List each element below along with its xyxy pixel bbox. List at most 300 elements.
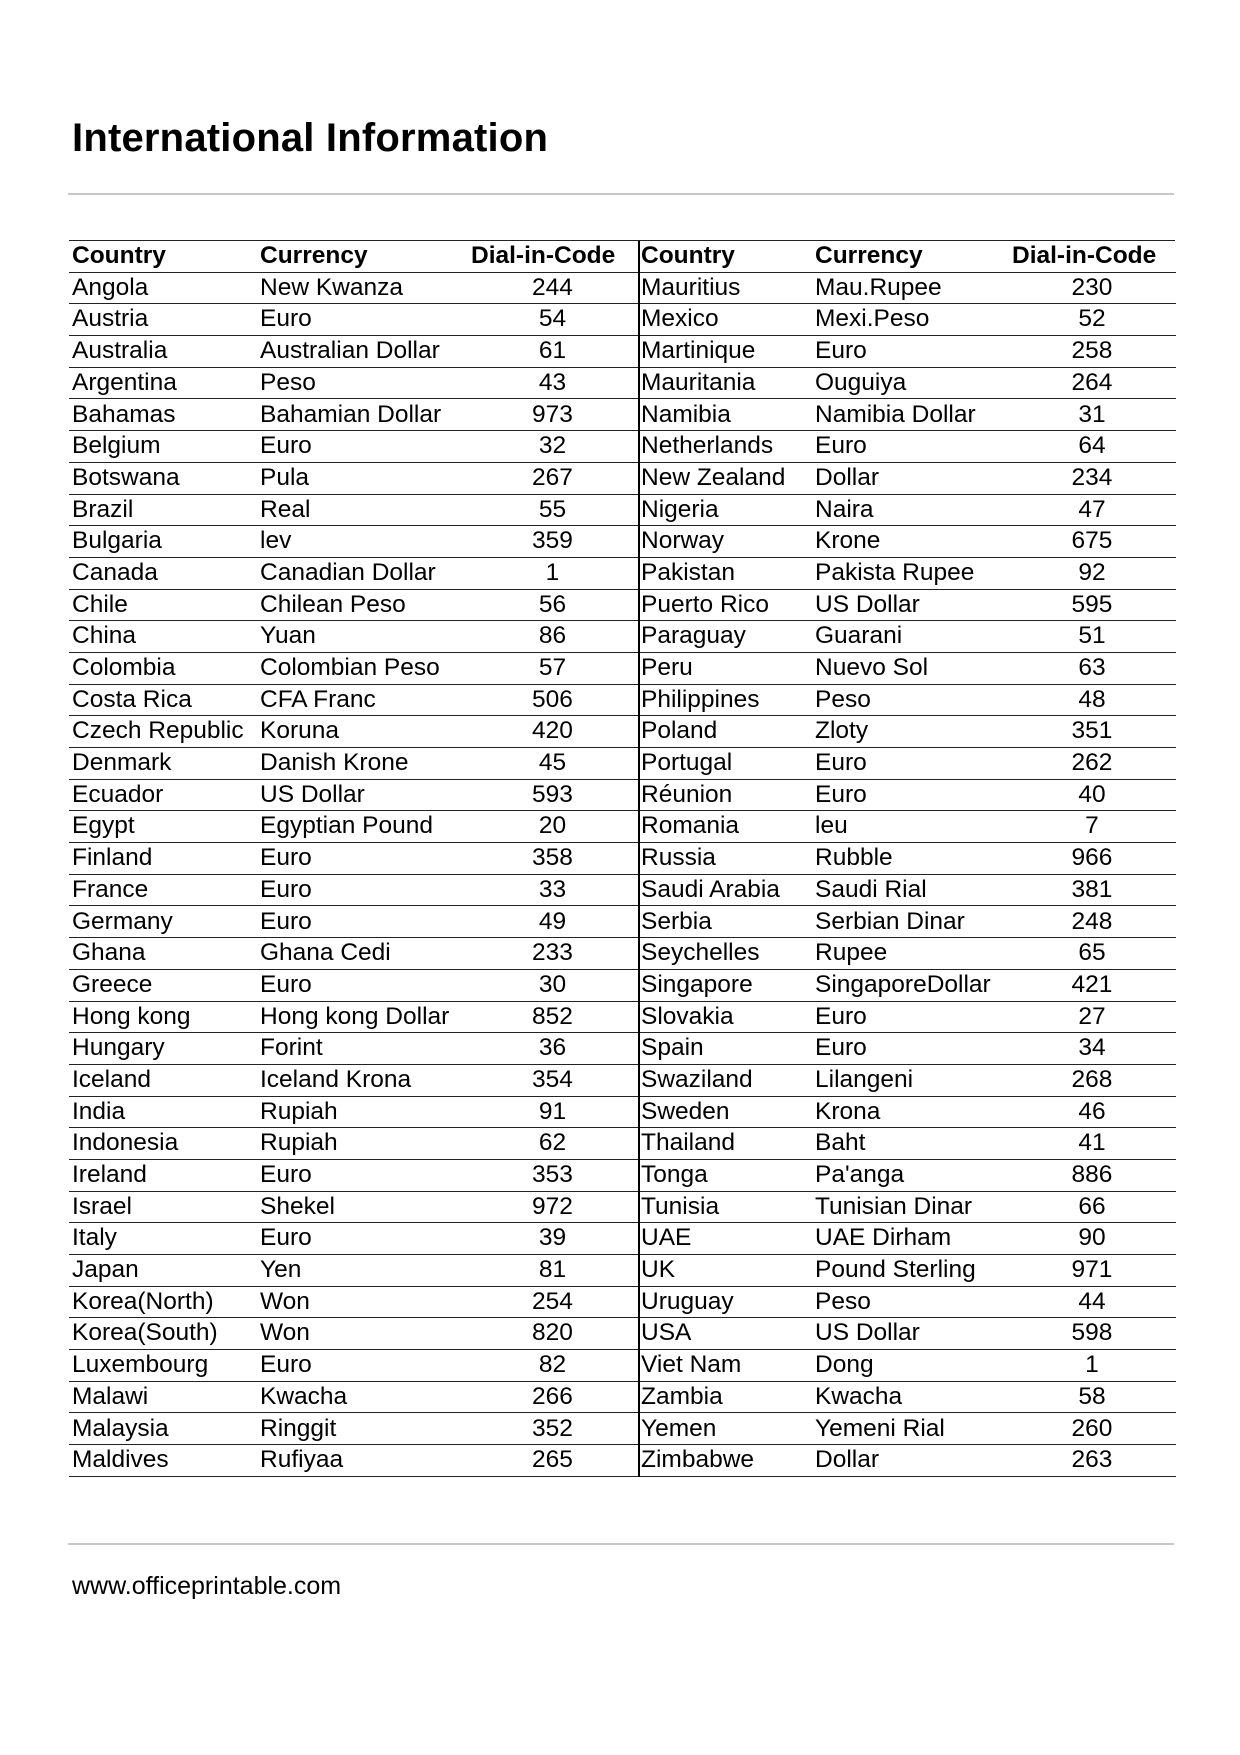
- country-cell: Réunion: [640, 779, 812, 811]
- table-row: [69, 1001, 639, 1033]
- table-row: [640, 748, 1176, 780]
- dial-code-cell: 260: [1008, 1413, 1176, 1445]
- currency-cell: Euro: [257, 304, 467, 336]
- table-row: [640, 652, 1176, 684]
- table-row: [69, 969, 639, 1001]
- dial-code-cell: 47: [1008, 494, 1176, 526]
- dial-code-cell: 91: [467, 1096, 639, 1128]
- table-row: [640, 811, 1176, 843]
- dial-code-cell: 248: [1008, 906, 1176, 938]
- table-row: [69, 938, 639, 970]
- currency-cell: Koruna: [257, 716, 467, 748]
- country-cell: Egypt: [69, 811, 257, 843]
- country-cell: China: [69, 621, 257, 653]
- table-row: [640, 1191, 1176, 1223]
- currency-cell: Australian Dollar: [257, 336, 467, 368]
- country-cell: Angola: [69, 272, 257, 304]
- currency-cell: Canadian Dollar: [257, 557, 467, 589]
- country-cell: Brazil: [69, 494, 257, 526]
- dial-code-cell: 971: [1008, 1255, 1176, 1287]
- country-cell: Iceland: [69, 1064, 257, 1096]
- country-cell: Romania: [640, 811, 812, 843]
- table-row: [69, 1128, 639, 1160]
- currency-cell: Peso: [812, 1286, 1008, 1318]
- dial-code-cell: 58: [1008, 1381, 1176, 1413]
- dial-code-cell: 1: [467, 557, 639, 589]
- currency-cell: Yen: [257, 1255, 467, 1287]
- currency-cell: Ouguiya: [812, 367, 1008, 399]
- table-row: [640, 716, 1176, 748]
- table-row: [640, 367, 1176, 399]
- table-row: [640, 1033, 1176, 1065]
- country-cell: Tunisia: [640, 1191, 812, 1223]
- table-row: [640, 684, 1176, 716]
- currency-cell: Hong kong Dollar: [257, 1001, 467, 1033]
- country-cell: Namibia: [640, 399, 812, 431]
- table-row: [640, 589, 1176, 621]
- table-row: [69, 874, 639, 906]
- table-row: [640, 1223, 1176, 1255]
- country-cell: Malaysia: [69, 1413, 257, 1445]
- currency-cell: Euro: [257, 431, 467, 463]
- country-cell: Costa Rica: [69, 684, 257, 716]
- table-row: [640, 1445, 1176, 1477]
- dial-code-cell: 263: [1008, 1445, 1176, 1477]
- country-cell: Norway: [640, 526, 812, 558]
- country-cell: Chile: [69, 589, 257, 621]
- table-row: [640, 906, 1176, 938]
- currency-cell: US Dollar: [812, 1318, 1008, 1350]
- country-cell: Korea(North): [69, 1286, 257, 1318]
- country-cell: Bulgaria: [69, 526, 257, 558]
- dial-code-cell: 20: [467, 811, 639, 843]
- currency-cell: Mau.Rupee: [812, 272, 1008, 304]
- currency-cell: New Kwanza: [257, 272, 467, 304]
- country-cell: New Zealand: [640, 462, 812, 494]
- table-row: [69, 1191, 639, 1223]
- dial-code-cell: 81: [467, 1255, 639, 1287]
- dial-code-cell: 230: [1008, 272, 1176, 304]
- dial-code-cell: 421: [1008, 969, 1176, 1001]
- table-row: [69, 557, 639, 589]
- currency-header: Currency: [812, 241, 1008, 272]
- country-cell: Ecuador: [69, 779, 257, 811]
- dial-code-cell: 506: [467, 684, 639, 716]
- currency-cell: Krone: [812, 526, 1008, 558]
- dial-code-cell: 31: [1008, 399, 1176, 431]
- country-cell: Japan: [69, 1255, 257, 1287]
- country-cell: Ireland: [69, 1159, 257, 1191]
- table-row: [69, 1318, 639, 1350]
- dial-code-cell: 593: [467, 779, 639, 811]
- table-row: [69, 367, 639, 399]
- dial-code-cell: 46: [1008, 1096, 1176, 1128]
- dial-code-cell: 62: [467, 1128, 639, 1160]
- table-row: [640, 779, 1176, 811]
- currency-cell: Nuevo Sol: [812, 652, 1008, 684]
- table-row: [640, 1096, 1176, 1128]
- country-cell: Sweden: [640, 1096, 812, 1128]
- country-cell: Ghana: [69, 938, 257, 970]
- dial-code-cell: 359: [467, 526, 639, 558]
- country-cell: Martinique: [640, 336, 812, 368]
- currency-cell: Euro: [812, 748, 1008, 780]
- currency-cell: Won: [257, 1286, 467, 1318]
- currency-cell: Euro: [257, 843, 467, 875]
- table-row: [640, 304, 1176, 336]
- dial-code-cell: 39: [467, 1223, 639, 1255]
- table-row: [640, 1064, 1176, 1096]
- currency-cell: Peso: [257, 367, 467, 399]
- table-row: [69, 431, 639, 463]
- currency-cell: Pound Sterling: [812, 1255, 1008, 1287]
- country-cell: Poland: [640, 716, 812, 748]
- country-cell: Malawi: [69, 1381, 257, 1413]
- currency-cell: Kwacha: [812, 1381, 1008, 1413]
- currency-cell: Pakista Rupee: [812, 557, 1008, 589]
- dial-code-header: Dial-in-Code: [1008, 241, 1176, 272]
- dial-code-cell: 49: [467, 906, 639, 938]
- dial-code-cell: 265: [467, 1445, 639, 1477]
- dial-code-cell: 33: [467, 874, 639, 906]
- dial-code-cell: 30: [467, 969, 639, 1001]
- currency-cell: Serbian Dinar: [812, 906, 1008, 938]
- currency-cell: Pa'anga: [812, 1159, 1008, 1191]
- table-row: [69, 684, 639, 716]
- currency-cell: Euro: [812, 336, 1008, 368]
- dial-code-cell: 258: [1008, 336, 1176, 368]
- country-cell: Mexico: [640, 304, 812, 336]
- dial-code-cell: 234: [1008, 462, 1176, 494]
- header-row: [640, 241, 1176, 272]
- dial-code-cell: 82: [467, 1350, 639, 1382]
- dial-code-cell: 820: [467, 1318, 639, 1350]
- currency-cell: Dollar: [812, 462, 1008, 494]
- table-row: [640, 336, 1176, 368]
- country-cell: Russia: [640, 843, 812, 875]
- table-row: [69, 1096, 639, 1128]
- country-cell: Finland: [69, 843, 257, 875]
- dial-code-cell: 233: [467, 938, 639, 970]
- country-cell: Portugal: [640, 748, 812, 780]
- table-row: [69, 843, 639, 875]
- country-cell: Mauritius: [640, 272, 812, 304]
- country-tables: [69, 240, 1175, 1477]
- currency-cell: Ringgit: [257, 1413, 467, 1445]
- table-row: [640, 1001, 1176, 1033]
- currency-cell: Bahamian Dollar: [257, 399, 467, 431]
- country-cell: Peru: [640, 652, 812, 684]
- table-row: [69, 462, 639, 494]
- dial-code-cell: 90: [1008, 1223, 1176, 1255]
- dial-code-cell: 65: [1008, 938, 1176, 970]
- table-row: [640, 843, 1176, 875]
- dial-code-cell: 973: [467, 399, 639, 431]
- dial-code-cell: 352: [467, 1413, 639, 1445]
- country-cell: UAE: [640, 1223, 812, 1255]
- country-cell: Korea(South): [69, 1318, 257, 1350]
- table-row: [640, 526, 1176, 558]
- table-row: [640, 494, 1176, 526]
- currency-cell: Real: [257, 494, 467, 526]
- currency-cell: leu: [812, 811, 1008, 843]
- top-divider: [68, 193, 1174, 195]
- table-row: [69, 272, 639, 304]
- currency-cell: Peso: [812, 684, 1008, 716]
- currency-cell: Namibia Dollar: [812, 399, 1008, 431]
- table-row: [69, 621, 639, 653]
- currency-cell: Colombian Peso: [257, 652, 467, 684]
- table-row: [69, 779, 639, 811]
- country-cell: Paraguay: [640, 621, 812, 653]
- table-row: [69, 1064, 639, 1096]
- currency-cell: Tunisian Dinar: [812, 1191, 1008, 1223]
- table-row: [640, 431, 1176, 463]
- table-row: [640, 969, 1176, 1001]
- table-row: [640, 1128, 1176, 1160]
- country-cell: Denmark: [69, 748, 257, 780]
- bottom-divider: [68, 1543, 1174, 1545]
- currency-cell: Krona: [812, 1096, 1008, 1128]
- dial-code-cell: 1: [1008, 1350, 1176, 1382]
- table-row: [69, 811, 639, 843]
- country-cell: Belgium: [69, 431, 257, 463]
- country-table-left: [69, 241, 640, 1477]
- country-cell: Greece: [69, 969, 257, 1001]
- dial-code-cell: 262: [1008, 748, 1176, 780]
- country-cell: Serbia: [640, 906, 812, 938]
- currency-cell: Won: [257, 1318, 467, 1350]
- currency-cell: Egyptian Pound: [257, 811, 467, 843]
- country-cell: Hong kong: [69, 1001, 257, 1033]
- dial-code-cell: 57: [467, 652, 639, 684]
- country-cell: France: [69, 874, 257, 906]
- dial-code-cell: 54: [467, 304, 639, 336]
- currency-cell: Euro: [812, 1033, 1008, 1065]
- table-row: [640, 557, 1176, 589]
- dial-code-cell: 966: [1008, 843, 1176, 875]
- table-row: [640, 399, 1176, 431]
- dial-code-cell: 64: [1008, 431, 1176, 463]
- currency-cell: lev: [257, 526, 467, 558]
- country-header: Country: [640, 241, 812, 272]
- table-row: [69, 1223, 639, 1255]
- country-cell: Austria: [69, 304, 257, 336]
- currency-cell: Guarani: [812, 621, 1008, 653]
- table-row: [640, 1255, 1176, 1287]
- dial-code-header: Dial-in-Code: [467, 241, 639, 272]
- country-cell: Pakistan: [640, 557, 812, 589]
- currency-cell: Danish Krone: [257, 748, 467, 780]
- currency-cell: Euro: [812, 1001, 1008, 1033]
- dial-code-cell: 34: [1008, 1033, 1176, 1065]
- footer-url: www.officeprintable.com: [72, 1572, 342, 1600]
- currency-cell: Baht: [812, 1128, 1008, 1160]
- currency-cell: Yuan: [257, 621, 467, 653]
- dial-code-cell: 52: [1008, 304, 1176, 336]
- currency-cell: Shekel: [257, 1191, 467, 1223]
- dial-code-cell: 41: [1008, 1128, 1176, 1160]
- country-cell: India: [69, 1096, 257, 1128]
- currency-cell: Euro: [257, 1159, 467, 1191]
- dial-code-cell: 86: [467, 621, 639, 653]
- country-cell: Mauritania: [640, 367, 812, 399]
- table-row: [69, 1255, 639, 1287]
- dial-code-cell: 266: [467, 1381, 639, 1413]
- currency-cell: Chilean Peso: [257, 589, 467, 621]
- currency-cell: Euro: [812, 431, 1008, 463]
- dial-code-cell: 66: [1008, 1191, 1176, 1223]
- table-row: [69, 1413, 639, 1445]
- table-row: [640, 1286, 1176, 1318]
- currency-cell: Euro: [257, 906, 467, 938]
- currency-cell: Zloty: [812, 716, 1008, 748]
- currency-cell: US Dollar: [257, 779, 467, 811]
- dial-code-cell: 27: [1008, 1001, 1176, 1033]
- dial-code-cell: 852: [467, 1001, 639, 1033]
- table-row: [640, 1413, 1176, 1445]
- table-row: [69, 304, 639, 336]
- table-row: [69, 1381, 639, 1413]
- dial-code-cell: 268: [1008, 1064, 1176, 1096]
- country-cell: Colombia: [69, 652, 257, 684]
- table-row: [640, 272, 1176, 304]
- table-row: [69, 399, 639, 431]
- country-cell: Tonga: [640, 1159, 812, 1191]
- country-cell: Bahamas: [69, 399, 257, 431]
- table-row: [69, 494, 639, 526]
- dial-code-cell: 420: [467, 716, 639, 748]
- currency-cell: Euro: [257, 1350, 467, 1382]
- currency-cell: US Dollar: [812, 589, 1008, 621]
- currency-cell: Pula: [257, 462, 467, 494]
- country-cell: Australia: [69, 336, 257, 368]
- currency-cell: Rubble: [812, 843, 1008, 875]
- country-cell: Botswana: [69, 462, 257, 494]
- currency-cell: Yemeni Rial: [812, 1413, 1008, 1445]
- dial-code-cell: 55: [467, 494, 639, 526]
- country-cell: Canada: [69, 557, 257, 589]
- dial-code-cell: 63: [1008, 652, 1176, 684]
- dial-code-cell: 61: [467, 336, 639, 368]
- dial-code-cell: 267: [467, 462, 639, 494]
- table-row: [640, 1381, 1176, 1413]
- table-row: [640, 621, 1176, 653]
- country-cell: Netherlands: [640, 431, 812, 463]
- table-row: [69, 1445, 639, 1477]
- currency-cell: Naira: [812, 494, 1008, 526]
- country-cell: Maldives: [69, 1445, 257, 1477]
- table-body: [640, 272, 1176, 1476]
- dial-code-cell: 351: [1008, 716, 1176, 748]
- currency-cell: Kwacha: [257, 1381, 467, 1413]
- table-row: [640, 1318, 1176, 1350]
- table-row: [69, 589, 639, 621]
- currency-cell: UAE Dirham: [812, 1223, 1008, 1255]
- country-cell: Indonesia: [69, 1128, 257, 1160]
- currency-cell: Rupee: [812, 938, 1008, 970]
- table-row: [640, 462, 1176, 494]
- dial-code-cell: 44: [1008, 1286, 1176, 1318]
- currency-cell: CFA Franc: [257, 684, 467, 716]
- country-cell: Seychelles: [640, 938, 812, 970]
- dial-code-cell: 254: [467, 1286, 639, 1318]
- table-row: [640, 1350, 1176, 1382]
- currency-cell: Iceland Krona: [257, 1064, 467, 1096]
- table-row: [69, 1159, 639, 1191]
- country-cell: Nigeria: [640, 494, 812, 526]
- table-row: [69, 1350, 639, 1382]
- table-row: [69, 652, 639, 684]
- dial-code-cell: 32: [467, 431, 639, 463]
- country-cell: Luxembourg: [69, 1350, 257, 1382]
- country-cell: Israel: [69, 1191, 257, 1223]
- country-cell: Spain: [640, 1033, 812, 1065]
- dial-code-cell: 36: [467, 1033, 639, 1065]
- currency-cell: Saudi Rial: [812, 874, 1008, 906]
- country-cell: Germany: [69, 906, 257, 938]
- currency-cell: Lilangeni: [812, 1064, 1008, 1096]
- table-body: [69, 272, 639, 1476]
- dial-code-cell: 595: [1008, 589, 1176, 621]
- table-row: [69, 336, 639, 368]
- country-cell: Czech Republic: [69, 716, 257, 748]
- currency-cell: Mexi.Peso: [812, 304, 1008, 336]
- country-cell: Puerto Rico: [640, 589, 812, 621]
- table-row: [640, 938, 1176, 970]
- table-row: [69, 906, 639, 938]
- country-cell: Italy: [69, 1223, 257, 1255]
- currency-cell: Ghana Cedi: [257, 938, 467, 970]
- country-cell: Saudi Arabia: [640, 874, 812, 906]
- dial-code-cell: 354: [467, 1064, 639, 1096]
- dial-code-cell: 40: [1008, 779, 1176, 811]
- table-row: [640, 1159, 1176, 1191]
- country-cell: Zambia: [640, 1381, 812, 1413]
- currency-cell: Rupiah: [257, 1096, 467, 1128]
- header-row: [69, 241, 639, 272]
- dial-code-cell: 264: [1008, 367, 1176, 399]
- dial-code-cell: 244: [467, 272, 639, 304]
- currency-cell: Dollar: [812, 1445, 1008, 1477]
- country-header: Country: [69, 241, 257, 272]
- country-cell: Argentina: [69, 367, 257, 399]
- dial-code-cell: 358: [467, 843, 639, 875]
- country-table-right: [640, 241, 1176, 1477]
- dial-code-cell: 56: [467, 589, 639, 621]
- currency-cell: Rufiyaa: [257, 1445, 467, 1477]
- page-title: International Information: [72, 116, 549, 160]
- table-row: [69, 1286, 639, 1318]
- table-row: [69, 716, 639, 748]
- dial-code-cell: 92: [1008, 557, 1176, 589]
- dial-code-cell: 598: [1008, 1318, 1176, 1350]
- table-row: [69, 748, 639, 780]
- country-cell: Slovakia: [640, 1001, 812, 1033]
- country-cell: Viet Nam: [640, 1350, 812, 1382]
- dial-code-cell: 45: [467, 748, 639, 780]
- table-row: [69, 1033, 639, 1065]
- dial-code-cell: 972: [467, 1191, 639, 1223]
- dial-code-cell: 43: [467, 367, 639, 399]
- dial-code-cell: 7: [1008, 811, 1176, 843]
- dial-code-cell: 48: [1008, 684, 1176, 716]
- table-row: [640, 874, 1176, 906]
- currency-cell: Euro: [812, 779, 1008, 811]
- currency-cell: Rupiah: [257, 1128, 467, 1160]
- dial-code-cell: 886: [1008, 1159, 1176, 1191]
- country-cell: Uruguay: [640, 1286, 812, 1318]
